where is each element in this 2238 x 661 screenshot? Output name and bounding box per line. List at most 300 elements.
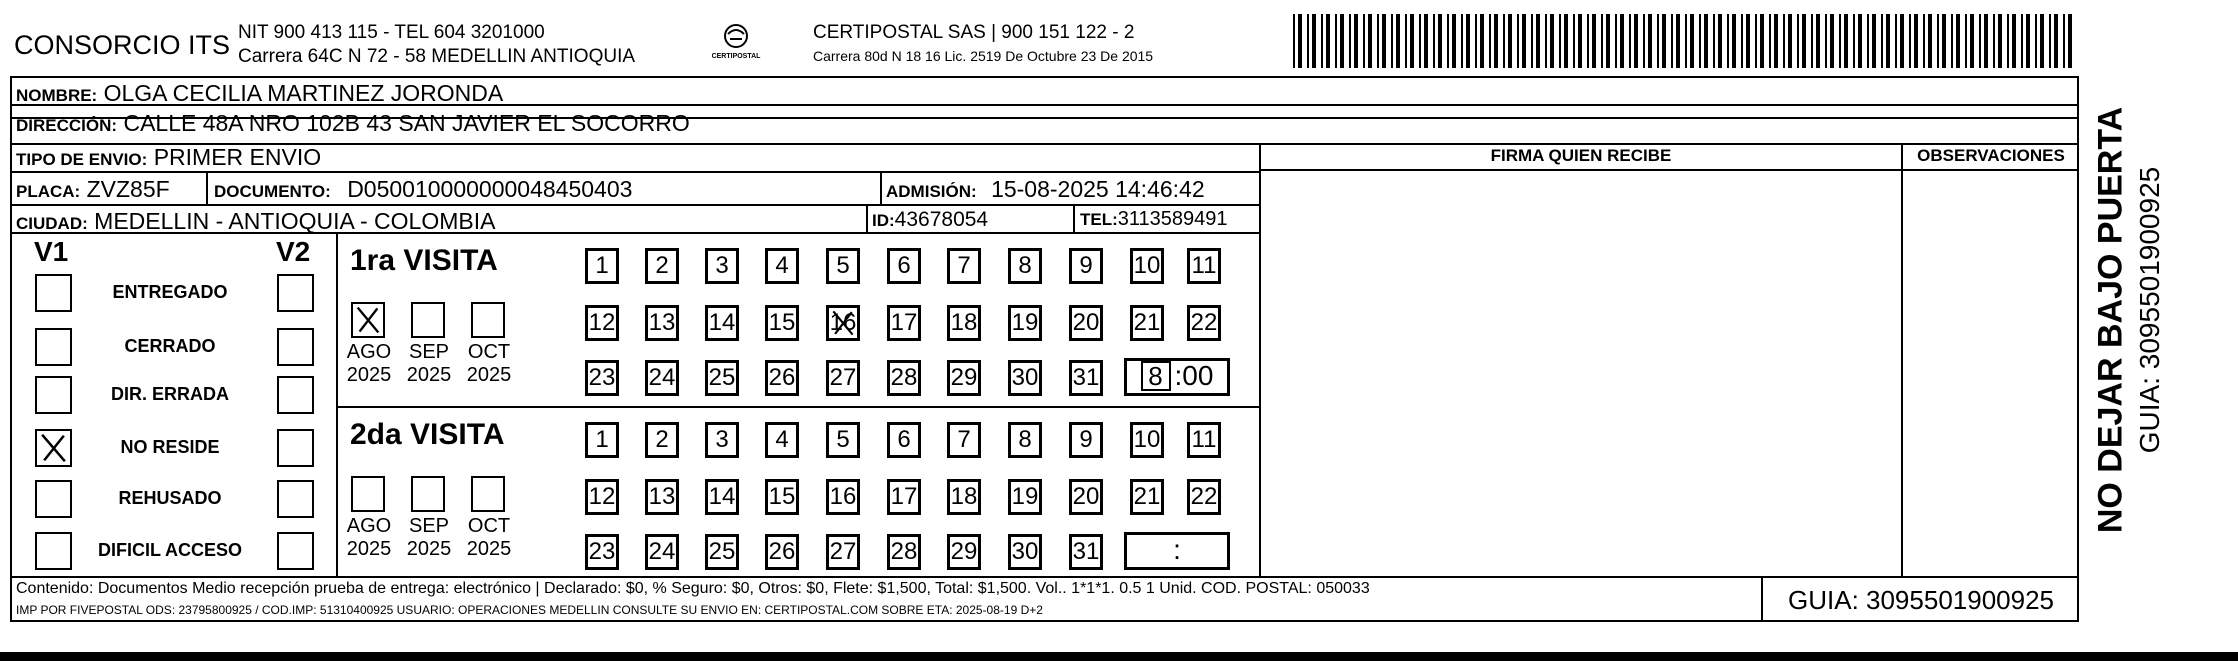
day-number: 9 xyxy=(1079,426,1093,453)
month-checkbox[interactable] xyxy=(411,476,445,512)
admision-label: ADMISIÓN: xyxy=(886,182,977,201)
status-label: CERRADO xyxy=(124,336,216,356)
barcode-bar xyxy=(1769,14,1771,68)
status-label: DIFICIL ACCESO xyxy=(97,540,242,560)
barcode-bar xyxy=(1830,14,1834,68)
carrier-line2: Carrera 80d N 18 16 Lic. 2519 De Octubre 23 De 2015 xyxy=(813,48,1154,64)
barcode-bar xyxy=(1298,14,1302,68)
barcode-bar xyxy=(1816,14,1820,68)
barcode-bar xyxy=(1984,14,1988,68)
v2-checkbox[interactable] xyxy=(277,429,314,467)
day-box[interactable] xyxy=(585,479,619,515)
day-box[interactable] xyxy=(887,248,921,284)
day-number: 30 xyxy=(1011,364,1039,391)
barcode-bar xyxy=(1307,14,1309,68)
month-checkbox[interactable] xyxy=(351,302,385,338)
observaciones-header: OBSERVACIONES xyxy=(1917,146,2065,165)
barcode-bar xyxy=(1872,14,1876,68)
month-year: 2025 xyxy=(406,364,452,386)
barcode-bar xyxy=(1489,14,1491,68)
day-box[interactable] xyxy=(585,360,619,396)
day-number: 25 xyxy=(708,538,736,565)
barcode-bar xyxy=(1690,14,1694,68)
day-number: 9 xyxy=(1079,252,1093,279)
time-value: :00 xyxy=(1174,360,1214,391)
day-box[interactable] xyxy=(765,534,799,570)
day-box[interactable] xyxy=(705,422,739,458)
barcode-bar xyxy=(1405,14,1407,68)
day-box[interactable] xyxy=(887,360,921,396)
barcode-bar xyxy=(1536,14,1540,68)
time-field[interactable] xyxy=(1124,358,1230,396)
day-box[interactable] xyxy=(826,248,860,284)
time-hour: 8 xyxy=(1141,361,1171,391)
ciudad-label: CIUDAD: xyxy=(16,214,88,233)
v1-checkbox[interactable] xyxy=(35,274,72,312)
visit-title: 2da VISITA xyxy=(350,418,505,451)
day-number: 14 xyxy=(708,309,736,336)
barcode-bar xyxy=(1606,14,1610,68)
v1-checkbox[interactable] xyxy=(35,429,72,467)
barcode-bar xyxy=(2049,14,2051,68)
barcode-bar xyxy=(1662,14,1666,68)
barcode xyxy=(1293,14,2079,68)
logo-text: CERTIPOSTAL xyxy=(711,53,761,60)
day-number: 12 xyxy=(588,483,616,510)
day-number: 10 xyxy=(1133,252,1161,279)
day-number: 14 xyxy=(708,483,736,510)
day-number: 19 xyxy=(1011,309,1039,336)
barcode-bar xyxy=(1746,14,1750,68)
barcode-bar xyxy=(1312,14,1316,68)
day-number: 21 xyxy=(1133,483,1161,510)
day-box[interactable] xyxy=(1008,534,1042,570)
day-box[interactable] xyxy=(585,422,619,458)
carrier-line1: CERTIPOSTAL SAS | 900 151 122 - 2 xyxy=(813,22,1135,43)
day-box[interactable] xyxy=(887,479,921,515)
barcode-bar xyxy=(1433,14,1435,68)
day-number: 17 xyxy=(890,483,918,510)
barcode-bar xyxy=(1909,14,1911,68)
barcode-bar xyxy=(1354,14,1358,68)
barcode-bar xyxy=(2054,14,2058,68)
barcode-bar xyxy=(1335,14,1337,68)
day-number: 11 xyxy=(1191,252,1217,279)
v1-checkbox[interactable] xyxy=(35,532,72,570)
barcode-bar xyxy=(2040,14,2044,68)
barcode-bar xyxy=(1382,14,1386,68)
day-box[interactable] xyxy=(1008,422,1042,458)
barcode-bar xyxy=(1867,14,1869,68)
day-box[interactable] xyxy=(826,534,860,570)
day-box[interactable] xyxy=(1130,248,1164,284)
day-number: 17 xyxy=(890,309,918,336)
barcode-bar xyxy=(2012,14,2016,68)
barcode-bar xyxy=(1573,14,1575,68)
barcode-bar xyxy=(2063,14,2065,68)
day-number: 23 xyxy=(588,364,616,391)
barcode-bar xyxy=(1494,14,1498,68)
month-checkbox[interactable] xyxy=(411,302,445,338)
observaciones-area[interactable] xyxy=(1903,171,2079,576)
barcode-bar xyxy=(1480,14,1484,68)
day-box[interactable] xyxy=(585,305,619,341)
barcode-bar xyxy=(1657,14,1659,68)
day-box[interactable] xyxy=(705,534,739,570)
barcode-bar xyxy=(1391,14,1393,68)
time-value: : xyxy=(1173,534,1181,565)
day-number: 25 xyxy=(708,364,736,391)
day-number: 13 xyxy=(648,483,676,510)
day-number: 2 xyxy=(655,252,669,279)
barcode-bar xyxy=(1853,14,1855,68)
barcode-bar xyxy=(1970,14,1974,68)
month-name: OCT xyxy=(467,515,511,537)
v1-checkbox[interactable] xyxy=(35,328,72,366)
barcode-bar xyxy=(1965,14,1967,68)
day-box[interactable] xyxy=(887,305,921,341)
day-box[interactable] xyxy=(645,360,679,396)
month-year: 2025 xyxy=(406,538,452,560)
barcode-bar xyxy=(1326,14,1330,68)
barcode-bar xyxy=(1914,14,1918,68)
company-address: Carrera 64C N 72 - 58 MEDELLIN ANTIOQUIA xyxy=(238,46,636,67)
barcode-bar xyxy=(1643,14,1645,68)
id-value: 43678054 xyxy=(894,208,989,231)
id-label: ID: xyxy=(872,211,895,230)
day-box[interactable] xyxy=(887,534,921,570)
barcode-bar xyxy=(2068,14,2072,68)
side-guia-text: GUIA: 3095501900925 xyxy=(2134,166,2165,454)
firma-header: FIRMA QUIEN RECIBE xyxy=(1490,146,1672,165)
day-number: 24 xyxy=(648,364,676,391)
barcode-bar xyxy=(1564,14,1568,68)
day-number: 5 xyxy=(836,252,850,279)
barcode-bar xyxy=(1601,14,1603,68)
side-warning xyxy=(2088,100,2134,540)
direccion-value: CALLE 48A NRO 102B 43 SAN JAVIER EL SOCORRO xyxy=(123,110,690,136)
barcode-bar xyxy=(1377,14,1379,68)
day-number: 19 xyxy=(1011,483,1039,510)
barcode-bar xyxy=(1340,14,1344,68)
barcode-bar xyxy=(1410,14,1414,68)
ciudad-value: MEDELLIN - ANTIOQUIA - COLOMBIA xyxy=(94,208,496,234)
day-box[interactable] xyxy=(1187,248,1221,284)
day-number: 15 xyxy=(768,483,796,510)
day-box[interactable] xyxy=(1069,422,1103,458)
day-box[interactable] xyxy=(1069,360,1103,396)
visit-title: 1ra VISITA xyxy=(350,244,498,277)
barcode-bar xyxy=(1550,14,1554,68)
day-box[interactable] xyxy=(1130,305,1164,341)
barcode-bar xyxy=(1797,14,1799,68)
barcode-bar xyxy=(1718,14,1722,68)
day-number: 26 xyxy=(768,538,796,565)
v2-checkbox[interactable] xyxy=(277,328,314,366)
day-box[interactable] xyxy=(645,479,679,515)
barcode-bar xyxy=(1475,14,1477,68)
barcode-bar xyxy=(1517,14,1519,68)
barcode-bar xyxy=(1676,14,1680,68)
admision-value: 15-08-2025 14:46:42 xyxy=(991,176,1205,202)
day-number: 21 xyxy=(1133,309,1161,336)
day-box[interactable] xyxy=(645,305,679,341)
barcode-bar xyxy=(1349,14,1351,68)
month-year: 2025 xyxy=(346,364,392,386)
day-box[interactable] xyxy=(947,479,981,515)
day-number: 31 xyxy=(1072,538,1100,565)
day-number: 29 xyxy=(950,364,978,391)
month-name: OCT xyxy=(467,341,511,363)
day-box[interactable] xyxy=(1187,422,1221,458)
day-number: 2 xyxy=(655,426,669,453)
barcode-bar xyxy=(1998,14,2002,68)
day-box[interactable] xyxy=(947,305,981,341)
day-box[interactable] xyxy=(947,248,981,284)
month-year: 2025 xyxy=(466,538,512,560)
day-number: 12 xyxy=(588,309,616,336)
day-box[interactable] xyxy=(765,360,799,396)
day-number: 27 xyxy=(829,364,857,391)
tel-value: 3113589491 xyxy=(1117,208,1228,230)
day-number: 23 xyxy=(588,538,616,565)
day-box[interactable] xyxy=(1008,479,1042,515)
barcode-bar xyxy=(1979,14,1981,68)
day-number: 13 xyxy=(648,309,676,336)
barcode-bar xyxy=(1713,14,1715,68)
day-box[interactable] xyxy=(585,248,619,284)
day-box[interactable] xyxy=(1130,479,1164,515)
barcode-bar xyxy=(1727,14,1729,68)
barcode-bar xyxy=(1788,14,1792,68)
status-label: REHUSADO xyxy=(118,488,222,508)
barcode-bar xyxy=(1447,14,1449,68)
barcode-bar xyxy=(2021,14,2023,68)
footer-guia: GUIA: 3095501900925 xyxy=(1788,585,2054,615)
day-box[interactable] xyxy=(1069,305,1103,341)
day-box[interactable] xyxy=(1130,422,1164,458)
footer-content: Contenido: Documentos Medio recepción prueba de entrega: electrónico | Declarado: $0, % Seguro: $0, Otros: $0, Flete: $1,500, Total: $1,500. Vol.. 1*1*1. 0.5 1 Unid. COD. POSTAL: 050033 xyxy=(16,580,1370,597)
barcode-bar xyxy=(1438,14,1442,68)
barcode-bar xyxy=(1699,14,1701,68)
day-box[interactable] xyxy=(765,305,799,341)
barcode-bar xyxy=(1951,14,1953,68)
barcode-bar xyxy=(1704,14,1708,68)
status-label: DIR. ERRADA xyxy=(110,384,229,404)
barcode-bar xyxy=(1321,14,1323,68)
day-box[interactable] xyxy=(947,534,981,570)
day-number: 4 xyxy=(775,252,789,279)
barcode-bar xyxy=(1741,14,1743,68)
company-name: CONSORCIO ITS xyxy=(14,30,231,60)
day-box[interactable] xyxy=(705,360,739,396)
barcode-bar xyxy=(1881,14,1883,68)
day-box[interactable] xyxy=(1008,360,1042,396)
barcode-bar xyxy=(1522,14,1526,68)
month-checkbox[interactable] xyxy=(351,476,385,512)
day-number: 16 xyxy=(829,483,857,510)
day-number: 8 xyxy=(1018,252,1032,279)
barcode-bar xyxy=(1531,14,1533,68)
barcode-bar xyxy=(1503,14,1505,68)
day-number: 10 xyxy=(1133,426,1161,453)
day-box[interactable] xyxy=(645,422,679,458)
day-number: 20 xyxy=(1072,309,1100,336)
day-number: 18 xyxy=(950,483,978,510)
barcode-bar xyxy=(2035,14,2037,68)
day-number: 3 xyxy=(715,252,729,279)
day-number: 1 xyxy=(595,252,609,279)
barcode-bar xyxy=(1620,14,1624,68)
day-box[interactable] xyxy=(1008,305,1042,341)
certipostal-logo xyxy=(706,20,766,66)
month-year: 2025 xyxy=(346,538,392,560)
day-number: 29 xyxy=(950,538,978,565)
barcode-bar xyxy=(1685,14,1687,68)
v2-checkbox[interactable] xyxy=(277,274,314,312)
barcode-bar xyxy=(1508,14,1512,68)
v1-checkbox[interactable] xyxy=(35,480,72,518)
barcode-bar xyxy=(1452,14,1456,68)
barcode-bar xyxy=(1993,14,1995,68)
day-number: 6 xyxy=(897,252,911,279)
barcode-bar xyxy=(1802,14,1806,68)
status-label: ENTREGADO xyxy=(112,282,228,302)
side-guia xyxy=(2132,130,2168,490)
day-box[interactable] xyxy=(705,305,739,341)
company-nit: NIT 900 413 115 - TEL 604 3201000 xyxy=(238,22,545,43)
barcode-bar xyxy=(1466,14,1470,68)
barcode-bar xyxy=(1578,14,1582,68)
barcode-bar xyxy=(1844,14,1848,68)
day-number: 11 xyxy=(1191,426,1217,453)
barcode-bar xyxy=(1774,14,1778,68)
placa-label: PLACA: xyxy=(16,182,81,201)
day-number: 31 xyxy=(1072,364,1100,391)
day-box[interactable] xyxy=(765,248,799,284)
barcode-bar xyxy=(1419,14,1421,68)
footer-print-info: IMP POR FIVEPOSTAL ODS: 23795800925 / COD.IMP: 51310400925 USUARIO: OPERACIONES MEDELLIN CONSULTE SU ENVIO EN: CERTIPOSTAL.COM SOBRE ETA: 2025-08-19 D+2 xyxy=(16,603,1043,617)
month-name: AGO xyxy=(346,341,392,363)
documento-value: D050010000000048450403 xyxy=(347,176,633,202)
barcode-bar xyxy=(1895,14,1897,68)
nombre-value: OLGA CECILIA MARTINEZ JORONDA xyxy=(103,80,504,106)
barcode-bar xyxy=(1634,14,1638,68)
day-box[interactable] xyxy=(645,248,679,284)
day-box[interactable] xyxy=(585,534,619,570)
time-field[interactable] xyxy=(1124,532,1230,570)
day-number: 27 xyxy=(829,538,857,565)
day-box[interactable] xyxy=(645,534,679,570)
v2-header: V2 xyxy=(276,236,311,267)
v1-checkbox[interactable] xyxy=(35,376,72,414)
day-box[interactable] xyxy=(765,422,799,458)
day-box[interactable] xyxy=(1069,479,1103,515)
check-mark-icon xyxy=(829,308,857,338)
day-box[interactable] xyxy=(947,422,981,458)
day-box[interactable] xyxy=(1187,305,1221,341)
month-name: SEP xyxy=(408,341,450,363)
no-dejar-bajo-puerta: NO DEJAR BAJO PUERTA xyxy=(2091,106,2130,534)
day-number: 26 xyxy=(768,364,796,391)
day-box[interactable] xyxy=(1069,534,1103,570)
day-box[interactable] xyxy=(705,248,739,284)
placa-value: ZVZ85F xyxy=(86,176,170,202)
day-number: 22 xyxy=(1190,483,1218,510)
day-box[interactable] xyxy=(1187,479,1221,515)
day-number: 20 xyxy=(1072,483,1100,510)
barcode-bar xyxy=(1825,14,1827,68)
barcode-bar xyxy=(1928,14,1932,68)
barcode-bar xyxy=(1461,14,1463,68)
barcode-bar xyxy=(1783,14,1785,68)
barcode-bar xyxy=(1615,14,1617,68)
month-name: AGO xyxy=(346,515,392,537)
barcode-bar xyxy=(1396,14,1400,68)
barcode-bar xyxy=(1424,14,1428,68)
day-number: 18 xyxy=(950,309,978,336)
barcode-bar xyxy=(1368,14,1372,68)
day-box[interactable] xyxy=(1069,248,1103,284)
barcode-bar xyxy=(1760,14,1764,68)
barcode-bar xyxy=(1900,14,1904,68)
day-number: 5 xyxy=(836,426,850,453)
check-mark-icon xyxy=(353,304,383,336)
barcode-bar xyxy=(1732,14,1736,68)
barcode-bar xyxy=(1858,14,1862,68)
day-box[interactable] xyxy=(826,305,860,341)
barcode-bar xyxy=(1956,14,1960,68)
barcode-bar xyxy=(1839,14,1841,68)
firma-area[interactable] xyxy=(1261,171,1901,576)
day-box[interactable] xyxy=(826,479,860,515)
day-number: 6 xyxy=(897,426,911,453)
day-number: 1 xyxy=(595,426,609,453)
nombre-label: NOMBRE: xyxy=(16,86,98,105)
barcode-bar xyxy=(1648,14,1652,68)
barcode-bar xyxy=(1811,14,1813,68)
day-number: 16 xyxy=(829,309,857,336)
v2-checkbox[interactable] xyxy=(277,376,314,414)
day-number: 3 xyxy=(715,426,729,453)
barcode-bar xyxy=(1923,14,1925,68)
barcode-bar xyxy=(1363,14,1365,68)
direccion-label: DIRECCIÓN: xyxy=(16,116,118,135)
barcode-bar xyxy=(1545,14,1547,68)
tipo-label: TIPO DE ENVIO: xyxy=(16,150,148,169)
documento-label: DOCUMENTO: xyxy=(214,182,331,201)
v2-checkbox[interactable] xyxy=(277,480,314,518)
day-box[interactable] xyxy=(826,422,860,458)
barcode-bar xyxy=(1755,14,1757,68)
day-box[interactable] xyxy=(705,479,739,515)
day-box[interactable] xyxy=(765,479,799,515)
day-box[interactable] xyxy=(826,360,860,396)
day-number: 15 xyxy=(768,309,796,336)
month-checkbox[interactable] xyxy=(471,476,505,512)
day-box[interactable] xyxy=(887,422,921,458)
day-number: 8 xyxy=(1018,426,1032,453)
barcode-bar xyxy=(1293,14,1295,68)
barcode-bar xyxy=(1886,14,1890,68)
barcode-bar xyxy=(1942,14,1946,68)
v2-checkbox[interactable] xyxy=(277,532,314,570)
day-box[interactable] xyxy=(1008,248,1042,284)
check-mark-icon xyxy=(37,431,70,465)
day-box[interactable] xyxy=(947,360,981,396)
month-checkbox[interactable] xyxy=(471,302,505,338)
day-number: 28 xyxy=(890,364,918,391)
